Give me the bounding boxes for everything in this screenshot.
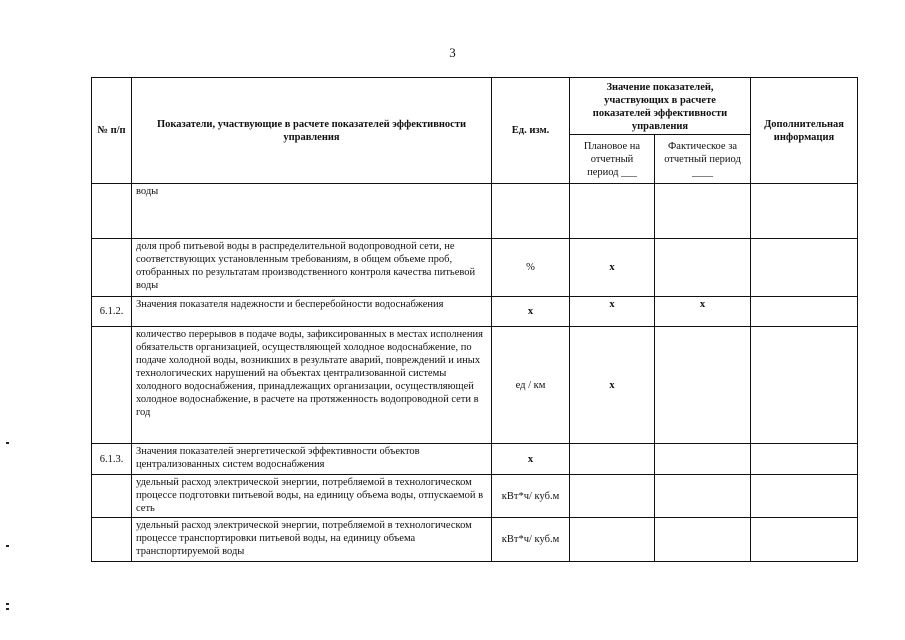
row-num <box>92 184 132 239</box>
row-actual <box>655 518 751 562</box>
scan-mark <box>6 545 9 547</box>
row-additional <box>751 518 858 562</box>
row-planned <box>570 518 655 562</box>
row-planned: x <box>570 327 655 444</box>
row-planned: x <box>570 239 655 297</box>
row-unit: % <box>492 239 570 297</box>
row-unit: ед / км <box>492 327 570 444</box>
row-num <box>92 327 132 444</box>
row-text: удельный расход электрической энергии, потребляемой в технологическом процессе подготовки питьевой воды, на единицу объема воды, отпускаемой в сеть <box>132 475 492 518</box>
row-additional <box>751 327 858 444</box>
row-planned <box>570 475 655 518</box>
table-row <box>92 327 858 444</box>
row-actual <box>655 184 751 239</box>
row-unit: x <box>492 444 570 475</box>
row-text: количество перерывов в подаче воды, зафиксированных в местах исполнения обязательств организацией, осуществляющей холодное водоснабжение, по подаче холодной воды, возникших в результате аварий, повреждений и иных технологических нарушений на объектах централизованной системы холодного водоснабжения, принадлежащих организации, осуществляющей холодное водоснабжение, в расчете на протяженность водопроводной сети в год <box>132 327 492 444</box>
row-actual <box>655 239 751 297</box>
row-actual <box>655 475 751 518</box>
header-values-group: Значение показателей, участвующих в расчете показателей эффективности управления <box>570 78 751 135</box>
row-planned <box>570 444 655 475</box>
row-unit: кВт*ч/ куб.м <box>492 518 570 562</box>
row-num: 6.1.2. <box>92 297 132 327</box>
row-additional <box>751 475 858 518</box>
header-additional: Дополнительная информация <box>751 78 858 184</box>
row-num: 6.1.3. <box>92 444 132 475</box>
row-text: Значения показателей энергетической эффективности объектов централизованных систем водоснабжения <box>132 444 492 475</box>
row-num <box>92 475 132 518</box>
row-num <box>92 518 132 562</box>
table-row <box>92 444 858 475</box>
row-additional <box>751 297 858 327</box>
indicators-table <box>91 77 858 562</box>
scan-mark <box>6 608 9 610</box>
row-actual <box>655 444 751 475</box>
row-unit: кВт*ч/ куб.м <box>492 475 570 518</box>
row-additional <box>751 444 858 475</box>
table-row <box>92 475 858 518</box>
header-actual: Фактическое за отчетный период ____ <box>655 135 751 184</box>
row-text: воды <box>132 184 492 239</box>
row-num <box>92 239 132 297</box>
header-planned: Плановое на отчетный период ___ <box>570 135 655 184</box>
scan-mark <box>6 603 9 605</box>
header-num: № п/п <box>92 78 132 184</box>
row-actual <box>655 327 751 444</box>
page-number: 3 <box>449 45 456 60</box>
table-row <box>92 297 858 327</box>
row-additional <box>751 184 858 239</box>
table-row <box>92 239 858 297</box>
row-unit <box>492 184 570 239</box>
row-text: доля проб питьевой воды в распределительной водопроводной сети, не соответствующих установленным требованиям, в общем объеме проб, отобранных по результатам производственного контроля качества питьевой воды <box>132 239 492 297</box>
table-row <box>92 518 858 562</box>
row-text: удельный расход электрической энергии, потребляемой в технологическом процессе транспортировки питьевой воды, на единицу объема транспортируемой воды <box>132 518 492 562</box>
row-planned: x <box>570 297 655 327</box>
row-actual: x <box>655 297 751 327</box>
row-additional <box>751 239 858 297</box>
header-indicators: Показатели, участвующие в расчете показателей эффективности управления <box>132 78 492 184</box>
scan-mark <box>6 442 9 444</box>
row-unit: x <box>492 297 570 327</box>
table-row <box>92 184 858 239</box>
row-text: Значения показателя надежности и бесперебойности водоснабжения <box>132 297 492 327</box>
header-row <box>92 78 858 135</box>
row-planned <box>570 184 655 239</box>
header-unit: Ед. изм. <box>492 78 570 184</box>
